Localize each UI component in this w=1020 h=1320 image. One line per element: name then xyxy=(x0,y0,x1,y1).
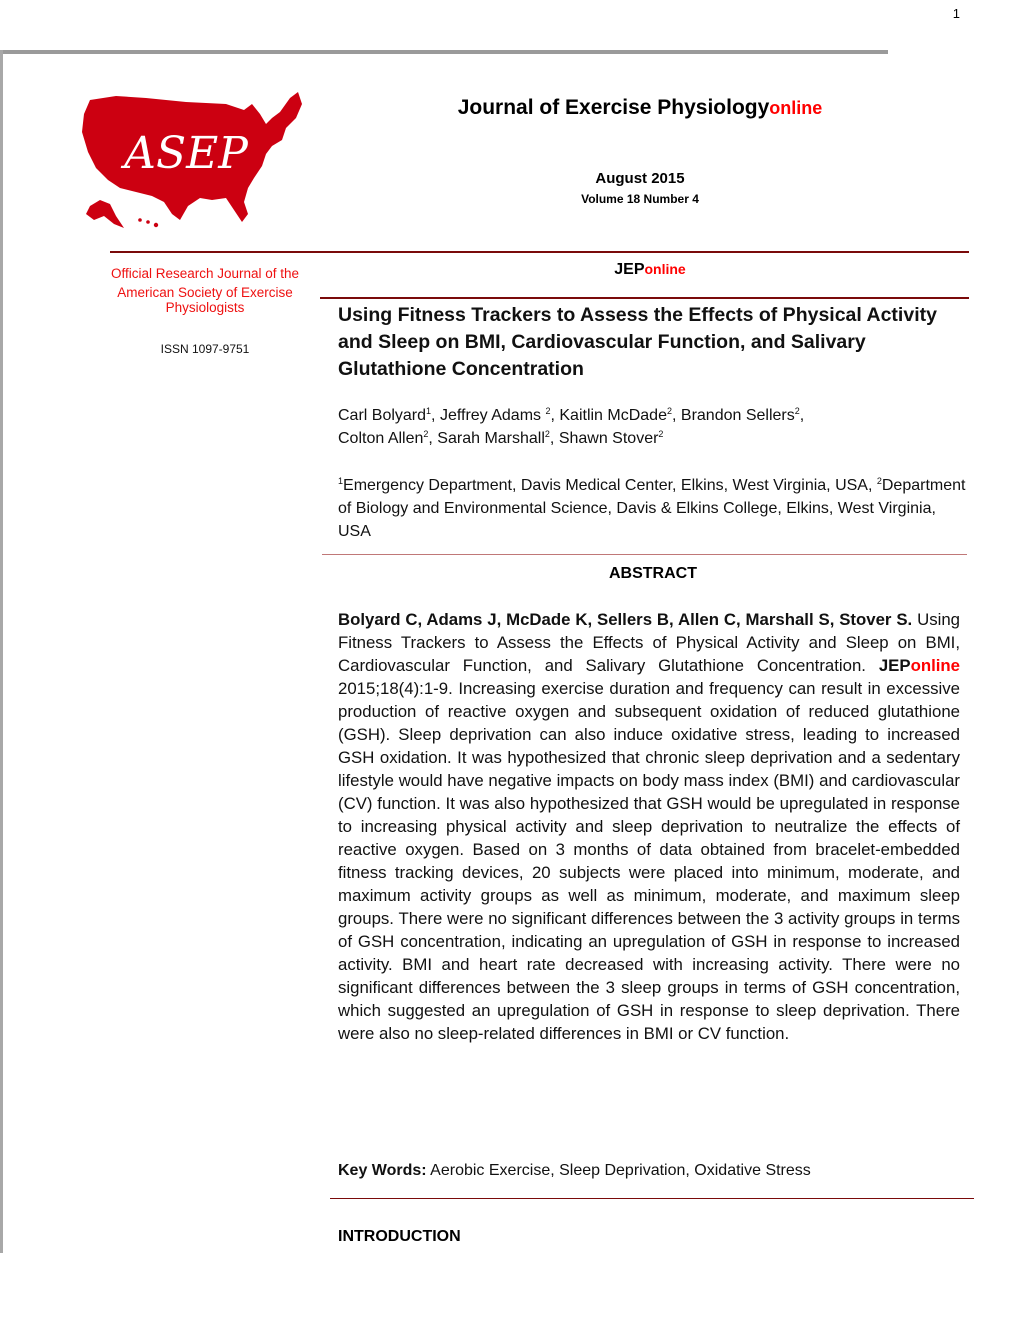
citation-authors: Bolyard C, Adams J, McDade K, Sellers B, Allen C, Marshall S, Stover S. xyxy=(338,610,913,629)
author: Carl Bolyard$^1$, xyxy=(338,406,440,424)
keywords xyxy=(338,1162,968,1180)
abstract-heading: ABSTRACT xyxy=(609,565,697,582)
citation-journal-prefix: JEP xyxy=(878,656,911,675)
abstract-rule xyxy=(322,554,967,555)
jep-online-heading xyxy=(340,261,960,279)
citation-title: Using Fitness Trackers to Assess the Effects of Physical Activity and Sleep on BMI, Cardiovascular Function, and Salivary Glutathione Concentration. xyxy=(338,610,960,675)
author: Jeffrey Adams $^2$, xyxy=(439,406,560,424)
us-map-icon xyxy=(76,88,306,238)
sidebar-line: Physiologists xyxy=(165,300,245,315)
sidebar-line: American Society of Exercise xyxy=(117,285,293,300)
affiliation: Emergency Department, Davis Medical Center, Elkins, West Virginia, USA, xyxy=(343,477,877,494)
keywords-rule xyxy=(330,1198,974,1199)
title-rule xyxy=(320,297,969,299)
jep-prefix: JEP xyxy=(614,261,645,278)
page-number: 1 xyxy=(952,6,960,21)
logo-text: ASEP xyxy=(124,128,248,179)
journal-title-main: Journal of Exercise Physiology xyxy=(457,96,770,119)
top-rule xyxy=(0,50,888,54)
jep-suffix: online xyxy=(644,261,686,277)
introduction-heading: INTRODUCTION xyxy=(338,1228,461,1245)
author-list xyxy=(338,404,968,450)
keywords-label: Key Words: xyxy=(338,1162,427,1179)
citation-ref: 2015;18(4):1-9. xyxy=(338,679,459,698)
page-left-border xyxy=(0,50,3,1253)
issn: ISSN 1097-9751 xyxy=(160,342,250,356)
issue-volume: Volume 18 Number 4 xyxy=(581,192,699,206)
sidebar-line: Official Research Journal of the xyxy=(110,266,300,281)
keywords-value: Aerobic Exercise, Sleep Deprivation, Oxidative Stress xyxy=(426,1162,811,1179)
author: Kaitlin McDade$^2$, xyxy=(559,406,681,424)
asep-logo xyxy=(76,88,306,238)
author: Shawn Stover$^2$ xyxy=(558,429,664,447)
sidebar-society-text xyxy=(60,264,350,317)
issue-date: August 2015 xyxy=(595,170,685,187)
author: Colton Allen$^2$, xyxy=(338,429,438,447)
affiliations: $^1$Emergency Department, Davis Medical Center, Elkins, West Virginia, USA, $^2$Department of Biology and Environmental Science, Davis & Elkins College, Elkins, West Virginia, USA xyxy=(338,476,966,540)
citation-journal-suffix: online xyxy=(910,656,960,675)
abstract-text: Increasing exercise duration and frequency can result in excessive production of reactive oxygen and subsequent oxidation of reduced glutathione (GSH). Sleep deprivation can also induce oxidative stress, leading to increased GSH oxidation. It was hypothesized that chronic sleep deprivation and a sedentary lifestyle would have negative impacts on body mass index (BMI) and cardiovascular (CV) function. It was also hypothesized that GSH would be upregulated in response to increasing physical activity and sleep deprivation to neutralize the effects of reactive oxygen. Based on 3 months of data obtained from bracelet-embedded fitness tracking devices, 20 subjects were placed into minimum, moderate, and maximum activity groups as well as minimum, moderate, and maximum sleep groups. There were no significant differences between the 3 activity groups in terms of GSH concentration, indicating an upregulation of GSH in response to increased activity. BMI and heart rate decreased with increasing activity. There were no significant differences between the 3 sleep groups in terms of GSH concentration, which suggested an upregulation of GSH in response to sleep deprivation. There were also no sleep-related differences in BMI or CV function. xyxy=(338,679,960,1043)
abstract-body xyxy=(338,608,960,1045)
article-title: Using Fitness Trackers to Assess the Effects of Physical Activity and Sleep on BMI, Cardiovascular Function, and Salivary Glutathione Concentration xyxy=(338,304,937,380)
author: Sarah Marshall$^2$, xyxy=(437,429,559,447)
header-rule xyxy=(110,251,969,253)
affiliation: Department of Biology and Environmental Science, Davis & Elkins College, Elkins, West Virginia, USA xyxy=(338,477,966,540)
author: Brandon Sellers$^2$, xyxy=(680,406,805,424)
journal-title xyxy=(340,96,940,120)
journal-title-suffix: online xyxy=(769,98,823,118)
